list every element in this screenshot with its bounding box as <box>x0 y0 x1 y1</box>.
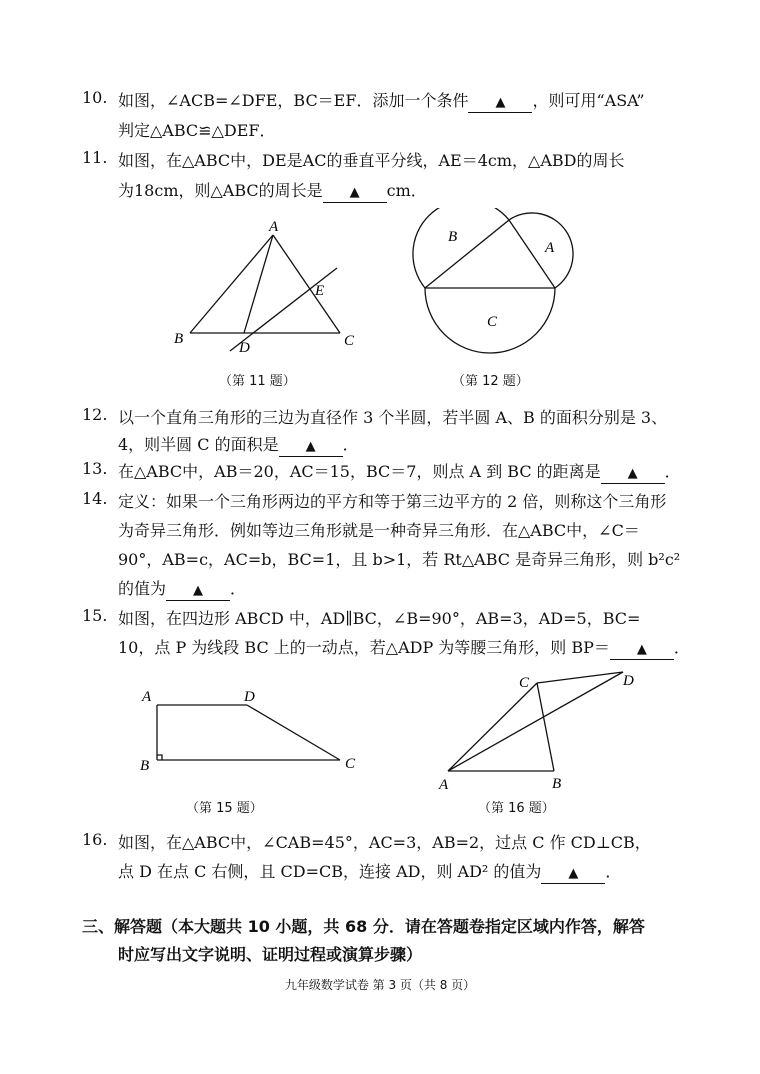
fig15-label-d: D <box>244 689 255 705</box>
q14-text-e: ． <box>230 579 247 598</box>
fig15-caption: （第 15 题） <box>186 801 263 816</box>
fig11-label-c: C <box>344 333 355 349</box>
q10-number: 10. <box>82 88 108 107</box>
fig16-segment-cb <box>537 683 554 771</box>
q14-text-d: 的值为 <box>118 579 167 598</box>
fig16-label-b: B <box>552 776 562 792</box>
q14-answer-blank[interactable] <box>166 580 230 601</box>
fig11-segment-ad <box>244 235 273 333</box>
q14-text-line4 <box>118 576 246 601</box>
fig15-label-c: C <box>345 756 356 772</box>
q15-text-line2 <box>118 635 690 660</box>
figure-11 <box>160 215 360 360</box>
fig12-label-b: B <box>448 229 458 245</box>
q15-text-c: ． <box>673 638 690 657</box>
q10-text-a: 如图，∠ACB=∠DFE，BC＝EF．添加一个条件 <box>118 91 469 110</box>
q11-answer-blank[interactable] <box>323 182 387 203</box>
q14-text-a: 定义：如果一个三角形两边的平方和等于第三边平方的 2 倍，则称这个三角形 <box>118 492 667 511</box>
q12-answer-blank[interactable] <box>279 436 343 457</box>
q13-text <box>118 459 681 484</box>
fig16-label-c: C <box>519 675 530 691</box>
fig11-label-a: A <box>269 219 279 235</box>
q15-number: 15. <box>82 606 108 625</box>
section3-heading-line2: 时应写出文字说明、证明过程或演算步骤） <box>118 945 423 964</box>
figure-15 <box>135 680 375 780</box>
fig15-label-a: A <box>142 689 152 705</box>
q11-number: 11. <box>82 148 108 167</box>
q16-text-line2 <box>118 859 621 884</box>
fig12-caption: （第 12 题） <box>452 374 529 389</box>
fig11-label-b: B <box>174 331 184 347</box>
fig12-leg-b <box>425 220 509 288</box>
q10-answer-blank[interactable] <box>468 92 532 113</box>
q11-text-c: cm． <box>386 181 427 200</box>
q11-text-line2 <box>118 178 427 203</box>
q14-text-c: 90°，AB=c，AC=b，BC=1，且 b>1，若 Rt△ABC 是奇异三角形，则 b²c² <box>118 550 681 569</box>
q16-text-b: 点 D 在点 C 右侧，且 CD=CB，连接 AD，则 AD² 的值为 <box>118 862 542 881</box>
q12-text-a: 以一个直角三角形的三边为直径作 3 个半圆，若半圆 A、B 的面积分别是 3、 <box>118 408 668 427</box>
q12-text-b: 4，则半圆 C 的面积是 <box>118 435 279 454</box>
q15-text-a: 如图，在四边形 ABCD 中，AD∥BC，∠B=90°，AB=3，AD=5，BC= <box>118 609 641 628</box>
q15-answer-blank[interactable] <box>610 639 674 660</box>
q11-text-b: 为18cm，则△ABC的周长是 <box>118 181 323 200</box>
section3-heading-line1: 三、解答题（本大题共 10 小题，共 68 分．请在答题卷指定区域内作答，解答 <box>82 917 645 936</box>
fig16-segment-ad <box>448 672 623 771</box>
fig11-perpendicular-bisector <box>230 268 337 351</box>
figure-12 <box>405 208 585 368</box>
fig15-label-b: B <box>140 758 150 774</box>
q16-number: 16. <box>82 830 108 849</box>
q13-answer-blank[interactable] <box>601 463 665 484</box>
fig15-right-angle-mark <box>157 755 162 760</box>
fig16-label-d: D <box>623 673 634 689</box>
fig16-label-a: A <box>439 777 449 793</box>
fig11-caption: （第 11 题） <box>219 374 296 389</box>
page-footer: 九年级数学试卷 第 3 页（共 8 页） <box>284 978 476 992</box>
q13-text-b: ． <box>664 462 681 481</box>
q11-text-a: 如图，在△ABC中，DE是AC的垂直平分线，AE＝4cm，△ABD的周长 <box>118 151 625 170</box>
q12-text-c: ． <box>342 435 359 454</box>
fig11-label-e: E <box>315 283 325 299</box>
q10-text <box>118 88 645 113</box>
fig16-segment-cd <box>537 672 623 683</box>
q12-text-line2 <box>118 432 359 457</box>
fig15-segment-dc <box>247 705 340 760</box>
q13-number: 13. <box>82 459 108 478</box>
q10-text-c: 判定△ABC≌△DEF． <box>118 121 276 140</box>
fig11-label-d: D <box>239 340 250 356</box>
fig12-label-a: A <box>545 240 555 256</box>
fig12-semicircle-b <box>413 208 509 288</box>
fig11-segment-ac <box>273 235 340 333</box>
q16-text-a: 如图，在△ABC中，∠CAB=45°，AC=3，AB=2，过点 C 作 CD⊥CB， <box>118 833 651 852</box>
fig12-label-c: C <box>487 314 498 330</box>
q16-text-c: ． <box>605 862 622 881</box>
q12-number: 12. <box>82 405 108 424</box>
q15-text-b: 10，点 P 为线段 BC 上的一动点，若△ADP 为等腰三角形，则 BP＝ <box>118 638 610 657</box>
fig16-segment-ac <box>448 683 537 771</box>
figure-16 <box>430 665 650 795</box>
q14-text-b: 为奇异三角形．例如等边三角形就是一种奇异三角形．在△ABC中，∠C＝ <box>118 521 640 540</box>
q13-text-a: 在△ABC中，AB＝20，AC＝15，BC＝7，则点 A 到 BC 的距离是 <box>118 462 601 481</box>
q16-answer-blank[interactable] <box>541 863 605 884</box>
q10-text-b: ，则可用“ASA” <box>532 91 645 110</box>
fig12-semicircle-a <box>509 213 573 288</box>
fig11-segment-ab <box>190 235 273 333</box>
fig16-caption: （第 16 题） <box>478 801 555 816</box>
q14-number: 14. <box>82 489 108 508</box>
